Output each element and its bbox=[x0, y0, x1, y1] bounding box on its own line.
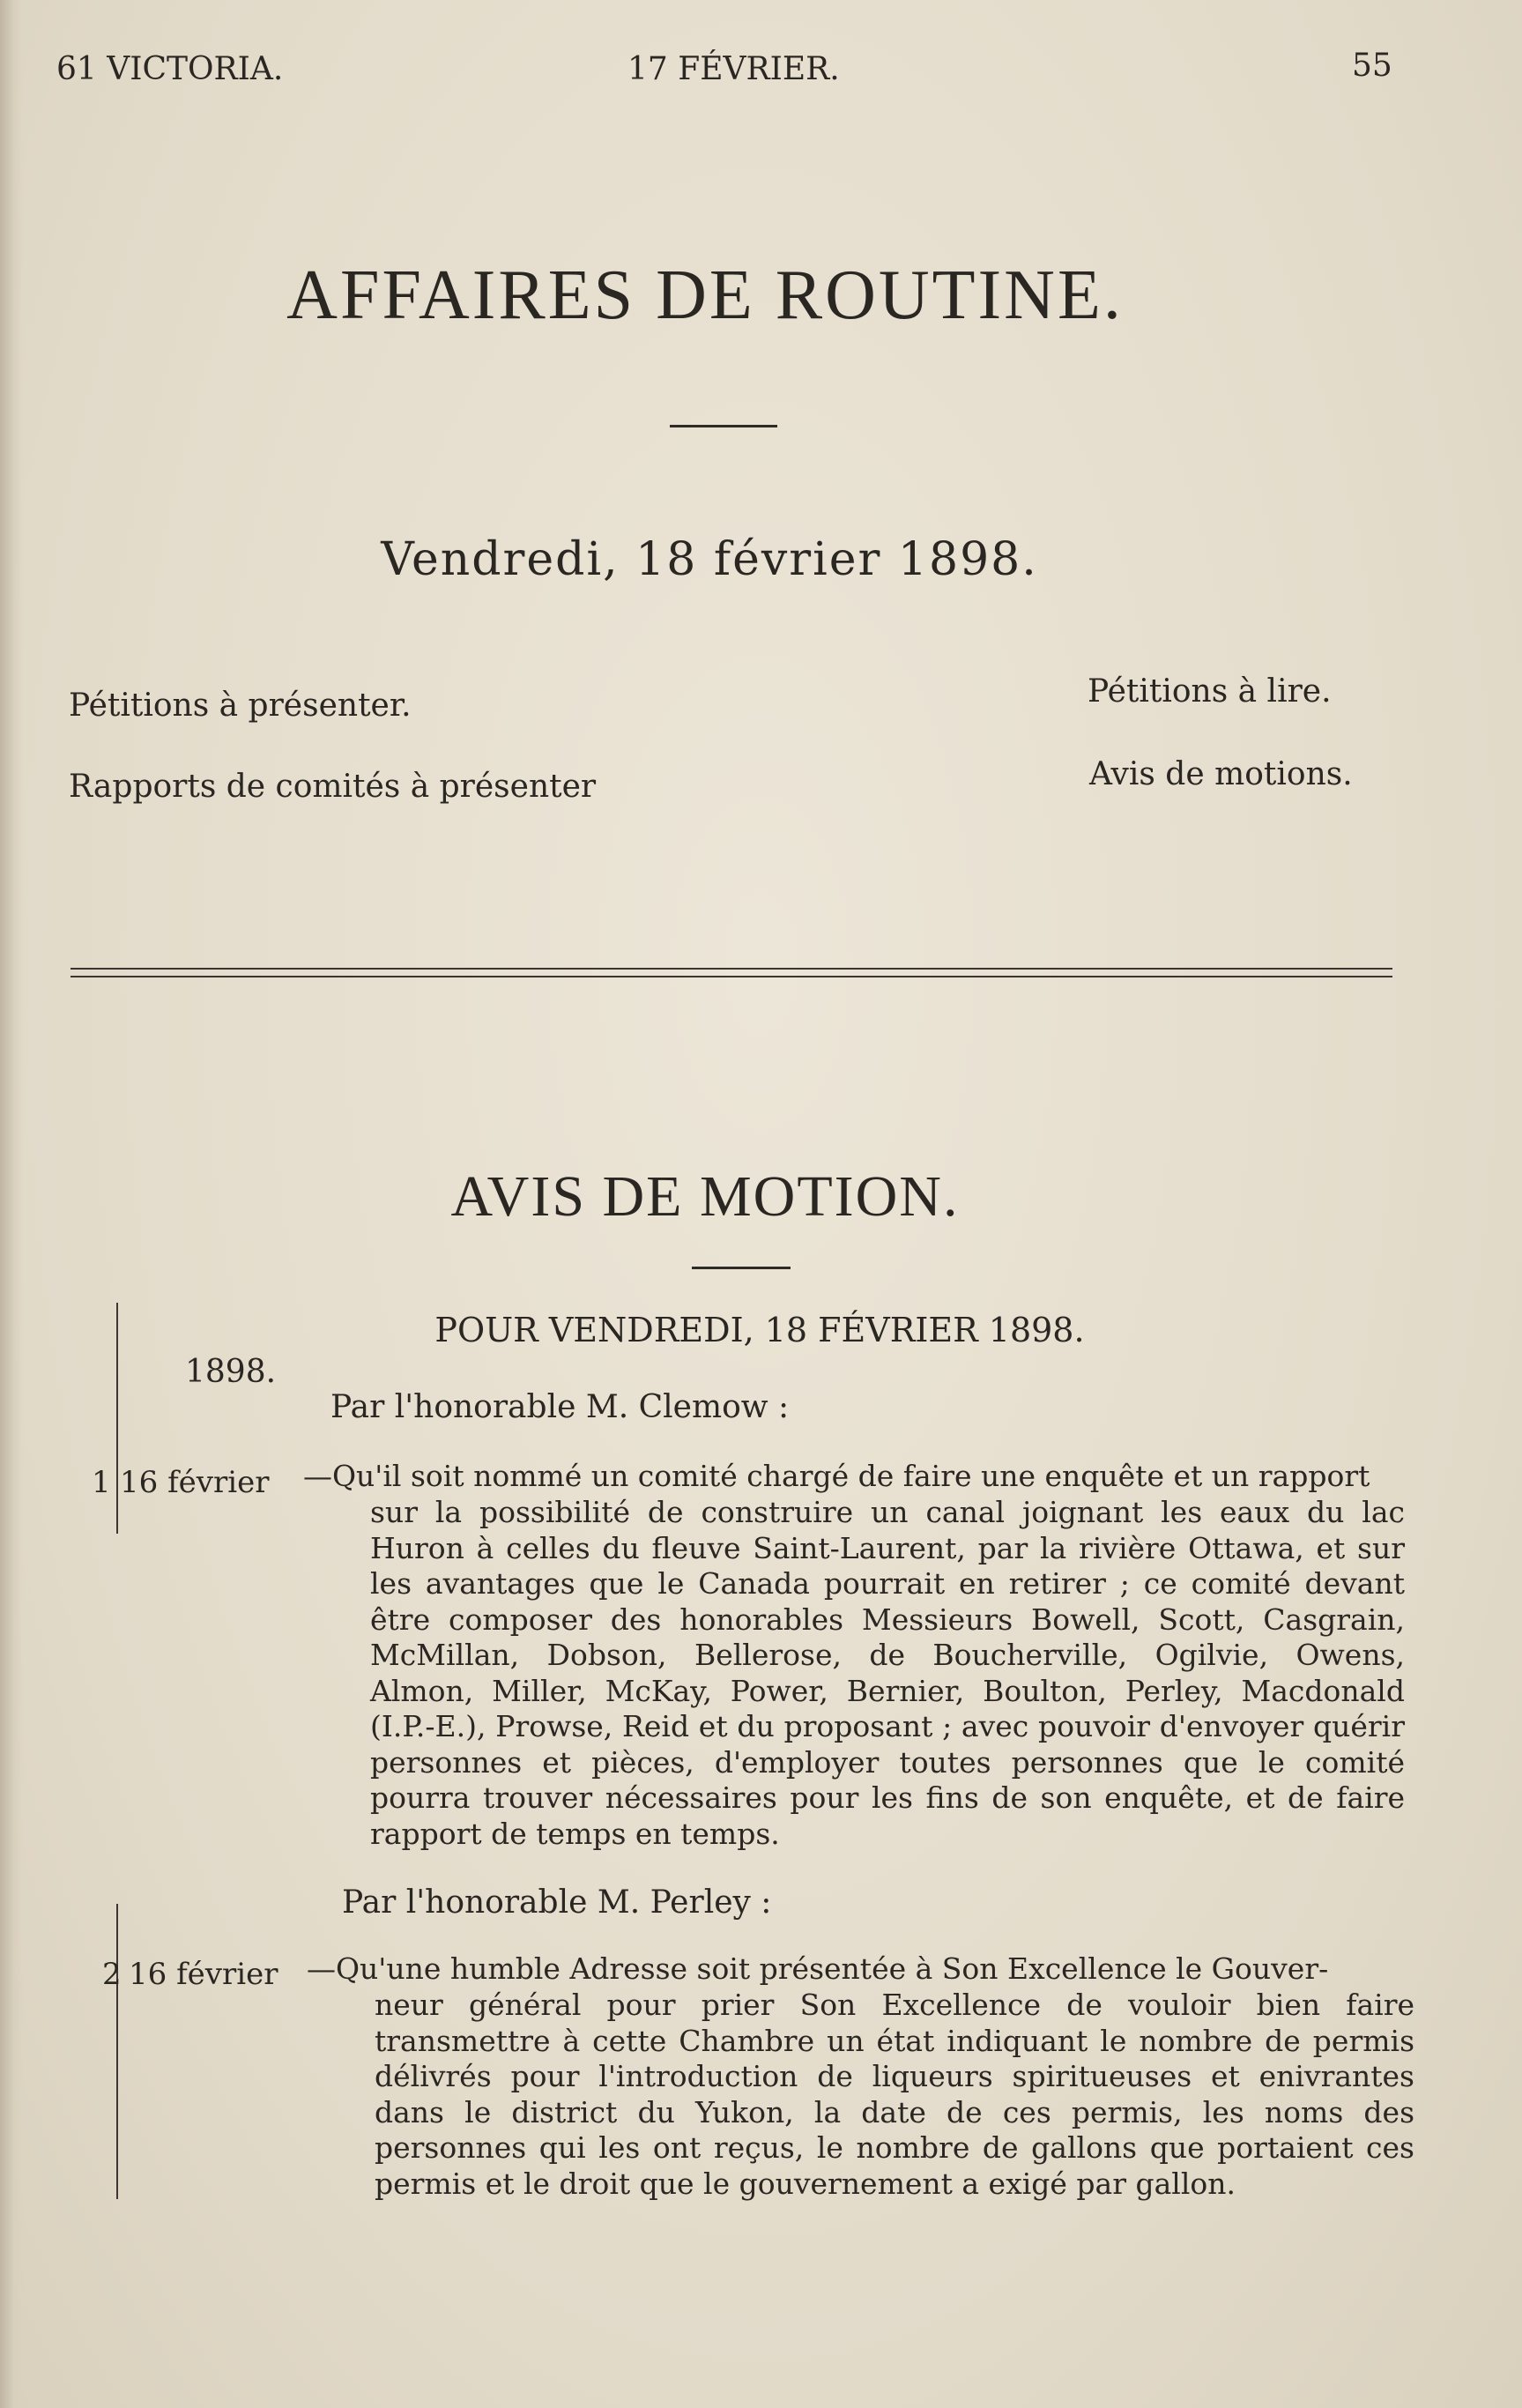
margin-rule-1 bbox=[116, 1303, 118, 1534]
margin-year: 1898. bbox=[185, 1354, 277, 1390]
notice-title: AVIS DE MOTION. bbox=[450, 1164, 960, 1229]
motion-1-number: 1 bbox=[92, 1465, 111, 1500]
title-divider bbox=[670, 425, 777, 427]
motion-2-first-line: —Qu'une humble Adresse soit présentée à Son Excellence le Gouver- bbox=[307, 1951, 1329, 1986]
notice-divider bbox=[692, 1267, 791, 1269]
routine-item-committee-reports: Rapports de comités à présenter bbox=[69, 769, 597, 805]
motion-1-text: sur la possibilité de construire un canal joignant les eaux du lac Huron à celles du fleuve Saint-Laurent, par la rivière Ottawa, et sur les avantages que le Canada pourrait en retirer ; ce comité devant être composer des honorables Messieurs Bowell, Scott, Casgrain, McMillan, Dobson, Bellerose, de Boucherville, Ogilvie, Owens, Almon, Miller, McKay, Power, Bernier, Boulton, Perley, Macdonald (I.P.-E.), Prowse, Reid et du proposant ; avec pouvoir d'envoyer quérir personnes et pièces, d'employer toutes personnes que le comité pourra trouver nécessaires pour les fins de son enquête, et de faire rapport de temps en temps. bbox=[370, 1495, 1405, 1851]
margin-rule-2 bbox=[116, 1904, 118, 2199]
routine-item-petitions-present: Pétitions à présenter. bbox=[69, 687, 412, 724]
motion-2-date: 16 février bbox=[129, 1957, 278, 1992]
routine-item-petitions-read: Pétitions à lire. bbox=[1088, 673, 1332, 710]
motion-1-mover: Par l'honorable M. Clemow : bbox=[330, 1389, 790, 1425]
sitting-date: Vendredi, 18 février 1898. bbox=[381, 533, 1038, 586]
page-number: 55 bbox=[1352, 48, 1392, 84]
routine-title: AFFAIRES DE ROUTINE. bbox=[286, 256, 1124, 334]
motion-1-date: 16 février bbox=[120, 1465, 270, 1500]
motion-1-first-line: —Qu'il soit nommé un comité chargé de faire une enquête et un rapport bbox=[303, 1459, 1370, 1493]
running-header-session: 61 VICTORIA. bbox=[56, 51, 284, 87]
routine-item-notices-of-motion: Avis de motions. bbox=[1089, 756, 1353, 792]
motion-2-text: neur général pour prier Son Excellence de vouloir bien faire transmettre à cette Chambre un état indiquant le nombre de permis délivrés pour l'introduction de liqueurs spiritueuses et enivrantes dans le district du Yukon, la date de ces permis, les noms des personnes qui les ont reçus, le nombre de gallons que portaient ces permis et le droit que le gouvernement a exigé par gallon. bbox=[375, 1988, 1414, 2201]
motion-2-number: 2 bbox=[102, 1957, 122, 1992]
notice-subtitle: POUR VENDREDI, 18 FÉVRIER 1898. bbox=[434, 1311, 1085, 1349]
motion-2-mover: Par l'honorable M. Perley : bbox=[342, 1884, 772, 1921]
running-header-date: 17 FÉVRIER. bbox=[627, 51, 840, 87]
section-double-rule bbox=[71, 968, 1392, 978]
